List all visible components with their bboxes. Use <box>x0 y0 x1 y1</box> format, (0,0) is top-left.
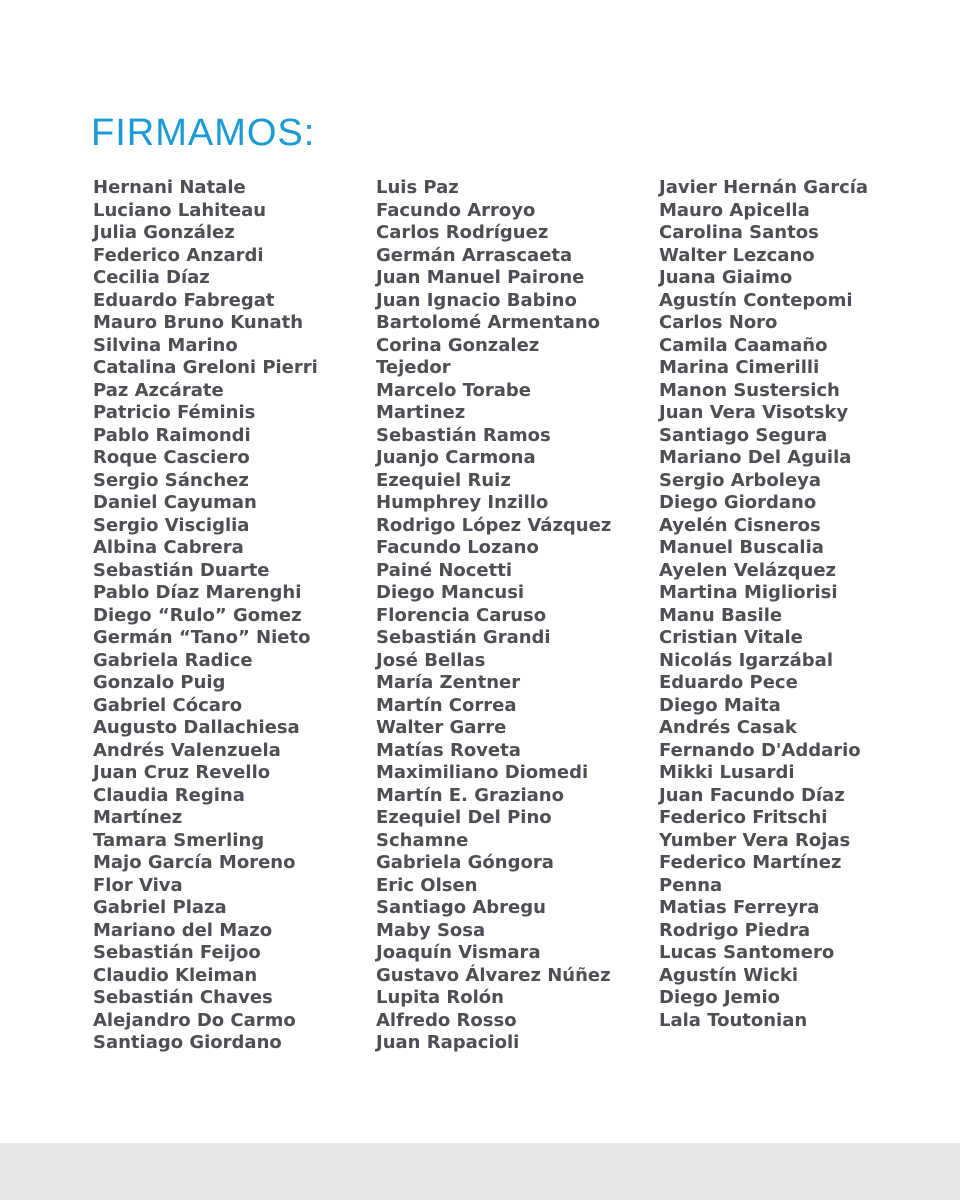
signatory-name: Martinez <box>376 402 466 423</box>
signatory-name: Pablo Díaz Marenghi <box>93 582 302 603</box>
signatory-name: Catalina Greloni Pierri <box>93 357 318 378</box>
signatory-name: Ayelen Velázquez <box>659 559 837 581</box>
signatory-name: Sergio Visciglia <box>93 514 250 536</box>
signatory-name: Mauro Bruno Kunath <box>93 312 304 333</box>
signatory-name: Germán “Tano” Nieto <box>93 627 311 648</box>
signatory-name: Maby Sosa <box>376 919 486 941</box>
signatory-name: Patricio Féminis <box>93 402 256 423</box>
signatory-name: Juana Giaimo <box>659 267 793 288</box>
signatory-name: Juan Rapacioli <box>376 1032 520 1053</box>
signatory-name: Corina Gonzalez <box>376 334 540 356</box>
signatory-name: Roque Casciero <box>93 447 250 468</box>
signatory-name: Santiago Giordano <box>93 1032 282 1053</box>
signatory-name: Federico Fritschi <box>659 807 828 828</box>
signatory-name: Marcelo Torabe <box>376 379 531 401</box>
signatory-name: Claudio Kleiman <box>93 964 258 986</box>
signatory-name: Sergio Arboleya <box>659 469 822 491</box>
signatory-name: Paz Azcárate <box>93 379 224 401</box>
signatory-name: Diego Maita <box>659 694 781 716</box>
signatory-name: María Zentner <box>376 672 521 693</box>
signatory-name: Julia González <box>93 222 235 243</box>
signatory-name: Daniel Cayuman <box>93 492 257 513</box>
signatory-name: Mariano del Mazo <box>93 919 273 941</box>
signatories-column-3 <box>659 177 868 1032</box>
signatory-name: Agustín Contepomi <box>659 289 853 311</box>
signatory-name: Juan Manuel Pairone <box>376 267 585 288</box>
signatory-name: Gustavo Álvarez Núñez <box>376 964 611 986</box>
signatory-name: Rodrigo Piedra <box>659 919 811 941</box>
signatory-name: Cristian Vitale <box>659 627 803 648</box>
signatory-name: Sebastián Ramos <box>376 424 551 446</box>
signatory-name: Diego Jemio <box>659 987 781 1008</box>
signatory-name: Facundo Arroyo <box>376 199 536 221</box>
signatory-name: Mauro Apicella <box>659 199 810 221</box>
signatory-name: Nicolás Igarzábal <box>659 649 833 671</box>
signatory-name: Manu Basile <box>659 604 783 626</box>
signatory-name: Martínez <box>93 807 183 828</box>
signatory-name: Claudia Regina <box>93 784 245 806</box>
signatory-name: Luis Paz <box>376 177 459 198</box>
signatory-name: Bartolomé Armentano <box>376 312 600 333</box>
signatory-name: Facundo Lozano <box>376 537 539 558</box>
signatory-name: Manon Sustersich <box>659 379 840 401</box>
signatory-name: Santiago Abregu <box>376 897 546 918</box>
signatory-name: Sebastián Grandi <box>376 627 551 648</box>
signatory-name: Ayelén Cisneros <box>659 514 821 536</box>
signatory-name: Gabriel Cócaro <box>93 694 243 716</box>
signatory-name: Martín E. Graziano <box>376 784 564 806</box>
signatory-name: Eduardo Fabregat <box>93 289 275 311</box>
signatory-name: Alfredo Rosso <box>376 1009 517 1031</box>
signatory-name: Cecilia Díaz <box>93 267 210 288</box>
signatory-name: Lala Toutonian <box>659 1009 808 1031</box>
signatory-name: Gonzalo Puig <box>93 672 226 693</box>
signatory-name: Walter Garre <box>376 717 507 738</box>
signatory-name: Matias Ferreyra <box>659 897 820 918</box>
signatory-name: Rodrigo López Vázquez <box>376 514 612 536</box>
signatory-name: Juan Ignacio Babino <box>376 289 577 311</box>
signatory-name: Ezequiel Del Pino <box>376 807 552 828</box>
signatory-name: Humphrey Inzillo <box>376 492 549 513</box>
signatory-name: Hernani Natale <box>93 177 246 198</box>
signatory-name: Mikki Lusardi <box>659 762 795 783</box>
signatory-name: Federico Anzardi <box>93 244 264 266</box>
signatory-name: Martín Correa <box>376 694 517 716</box>
signatory-name: Santiago Segura <box>659 424 828 446</box>
signatory-name: Juan Vera Visotsky <box>659 402 849 423</box>
signatory-name: Marina Cimerilli <box>659 357 820 378</box>
signatory-name: Agustín Wicki <box>659 964 799 986</box>
signatory-name: Luciano Lahiteau <box>93 199 267 221</box>
signatory-name: Lucas Santomero <box>659 942 835 963</box>
signatory-name: Sergio Sánchez <box>93 469 249 491</box>
signatory-name: Juan Cruz Revello <box>93 762 271 783</box>
signatory-name: Eric Olsen <box>376 874 478 896</box>
signatory-name: Majo García Moreno <box>93 852 296 873</box>
signatory-name: Pablo Raimondi <box>93 424 251 446</box>
signatory-name: Matías Roveta <box>376 739 521 761</box>
signatory-name: Sebastián Duarte <box>93 559 270 581</box>
signatory-name: Mariano Del Aguila <box>659 447 852 468</box>
signatories-column-1 <box>93 177 318 1055</box>
signatory-name: Germán Arrascaeta <box>376 244 573 266</box>
signatory-name: Javier Hernán García <box>659 177 869 198</box>
signatory-name: Penna <box>659 874 723 896</box>
signatory-name: Walter Lezcano <box>659 244 815 266</box>
signatory-name: Diego Giordano <box>659 492 817 513</box>
signatory-name: Diego Mancusi <box>376 582 525 603</box>
signatory-name: Flor Viva <box>93 874 183 896</box>
signatory-name: Diego “Rulo” Gomez <box>93 604 302 626</box>
footer-band <box>0 1143 960 1200</box>
signatory-name: Gabriela Góngora <box>376 852 554 873</box>
signatory-name: Silvina Marino <box>93 334 238 356</box>
signatory-name: Alejandro Do Carmo <box>93 1009 296 1031</box>
signatory-name: Gabriel Plaza <box>93 897 227 918</box>
signatory-name: Federico Martínez <box>659 852 842 873</box>
signatory-name: Andrés Casak <box>659 717 797 738</box>
signatory-name: Fernando D'Addario <box>659 739 861 761</box>
signatory-name: Martina Migliorisi <box>659 582 838 603</box>
signatory-name: Manuel Buscalia <box>659 537 824 558</box>
page-title: FIRMAMOS: <box>91 112 316 154</box>
signatories-column-2 <box>376 177 611 1055</box>
signatory-name: Eduardo Pece <box>659 672 798 693</box>
signatory-name: Schamne <box>376 829 469 851</box>
signatory-name: Augusto Dallachiesa <box>93 717 300 738</box>
signatory-name: Carlos Rodríguez <box>376 222 549 243</box>
signatory-name: Andrés Valenzuela <box>93 739 281 761</box>
signatory-name: Tejedor <box>376 357 451 378</box>
signatory-name: Joaquín Vismara <box>376 942 541 963</box>
signatory-name: Albina Cabrera <box>93 537 244 558</box>
signatory-name: Maximiliano Diomedi <box>376 762 589 783</box>
signatory-name: Gabriela Radice <box>93 649 253 671</box>
signatory-name: Carolina Santos <box>659 222 819 243</box>
signatory-name: Lupita Rolón <box>376 987 504 1008</box>
signatory-name: Painé Nocetti <box>376 559 513 581</box>
signatory-name: Camila Caamaño <box>659 334 828 356</box>
signatory-name: Juanjo Carmona <box>376 447 536 468</box>
signatory-name: Juan Facundo Díaz <box>659 784 845 806</box>
signatory-name: José Bellas <box>376 649 486 671</box>
signatory-name: Yumber Vera Rojas <box>659 829 851 851</box>
signatory-name: Sebastián Feijoo <box>93 942 261 963</box>
signatory-name: Carlos Noro <box>659 312 778 333</box>
signatory-name: Ezequiel Ruiz <box>376 469 511 491</box>
signatory-name: Florencia Caruso <box>376 604 547 626</box>
signatory-name: Sebastián Chaves <box>93 987 273 1008</box>
signatory-name: Tamara Smerling <box>93 829 265 851</box>
